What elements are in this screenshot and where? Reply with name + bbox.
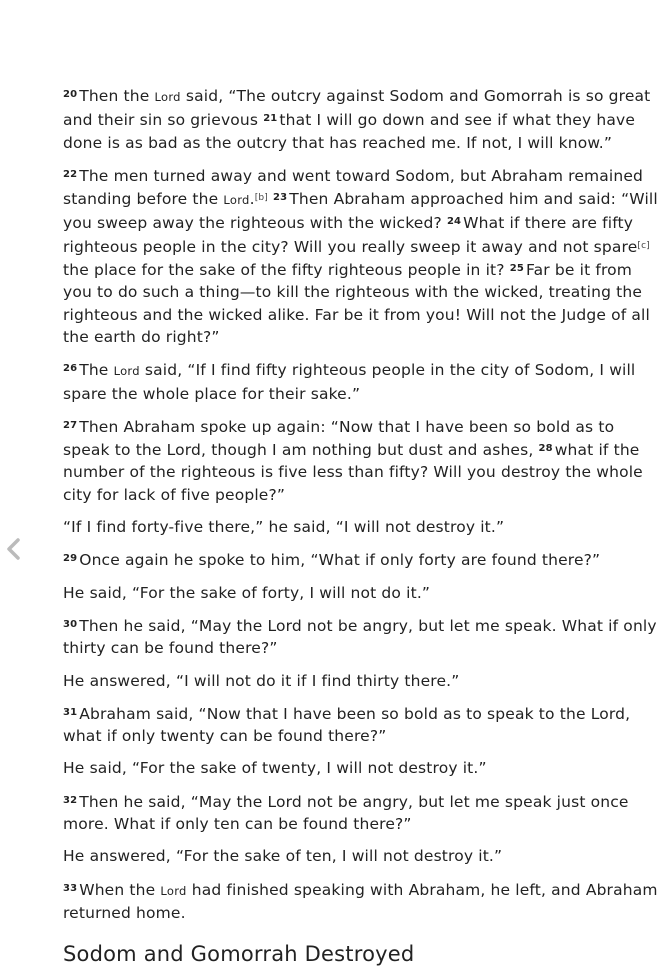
verse-text: said, “If I find fifty righteous people in the city of Sodom, I will spare the whole place for their sake.” [63, 361, 636, 403]
verse-number: 28 [538, 443, 553, 455]
verse-paragraph [63, 757, 663, 779]
chevron-left-icon[interactable] [4, 537, 24, 561]
verse-number: 31 [63, 706, 78, 718]
scripture-reader [63, 84, 663, 966]
verse-number: 29 [63, 553, 78, 565]
section-heading: Sodom and Gomorrah Destroyed [63, 942, 415, 967]
verse-number: 26 [63, 363, 78, 375]
verse-paragraph [63, 790, 663, 836]
verse-text: that I will go down and see if what they have done is as bad as the outcry that has reached me. If not, I will know.” [63, 111, 636, 152]
verse-number: 21 [263, 113, 278, 125]
divine-name: Lord [113, 364, 140, 379]
divine-name: Lord [154, 90, 181, 104]
verse-text: When the [79, 880, 161, 899]
verse-text: what if the number of the righteous is five less than fifty? Will you destroy the whole city for lack of five people?” [63, 441, 643, 504]
verse-text: said, “The outcry against Sodom and Gomorrah is so great and their sin so grievous [63, 87, 651, 130]
verse-text: Once again he spoke to him, “What if only forty are found there?” [79, 551, 601, 570]
divine-name: Lord [223, 193, 250, 208]
verse-paragraph [63, 84, 663, 154]
verse-text: Then Abraham approached him and said: “Will you sweep away the righteous with the wicked? [63, 190, 658, 233]
verse-paragraph [63, 164, 663, 348]
verse-text: Then he said, “May the Lord not be angry, but let me speak. What if only thirty can be found there?” [63, 616, 657, 658]
verse-paragraph [63, 702, 663, 748]
footnote-link[interactable]: [b] [254, 193, 268, 204]
verse-number: 25 [509, 263, 524, 275]
verse-text: He answered, “For the sake of ten, I will not destroy it.” [63, 847, 503, 866]
verse-text: the place for the sake of the fifty righteous people in it? [63, 261, 510, 280]
verse-paragraph [63, 878, 663, 925]
verse-text: . [249, 190, 255, 209]
verse-text: Far be it from you to do such a thing—to kill the righteous with the wicked, treating the righteous and the wicked alike. Far be it from you! Will not the Judge of all the earth do right?” [63, 261, 650, 346]
verse-paragraph [63, 670, 663, 692]
verse-number: 22 [63, 168, 78, 180]
verse-number: 27 [63, 419, 78, 431]
verse-paragraph [63, 548, 663, 571]
verse-paragraph [63, 516, 663, 538]
verse-text: What if there are fifty righteous people in the city? Will you really sweep it away and not spare [63, 214, 638, 256]
verse-number: 32 [63, 794, 78, 806]
divine-name: Lord [160, 883, 187, 898]
verse-paragraph [63, 582, 663, 604]
verse-paragraph [63, 614, 663, 660]
verse-number: 30 [63, 618, 78, 630]
verse-text: He said, “For the sake of forty, I will not do it.” [63, 583, 431, 602]
verse-number: 24 [446, 216, 462, 228]
footnote-link[interactable]: [c] [637, 240, 650, 251]
verse-text: The [79, 361, 114, 380]
verse-text: had finished speaking with Abraham, he left, and Abraham returned home. [63, 880, 658, 922]
verse-text: Abraham said, “Now that I have been so bold as to speak to the Lord, what if only twenty can be found there?” [63, 704, 631, 746]
verse-text: He answered, “I will not do it if I find thirty there.” [63, 671, 460, 690]
passage-text [63, 84, 663, 924]
verse-paragraph [63, 845, 663, 867]
verse-paragraph [63, 415, 663, 506]
verse-text: “If I find forty-five there,” he said, “I will not destroy it.” [63, 518, 505, 537]
verse-paragraph [63, 358, 663, 405]
verse-text: Then the [79, 87, 155, 105]
verse-text: Then Abraham spoke up again: “Now that I have been so bold as to speak to the Lord, though I am nothing but dust and ashes, [63, 417, 615, 460]
verse-number: 33 [63, 882, 78, 894]
verse-text: He said, “For the sake of twenty, I will not destroy it.” [63, 759, 487, 778]
verse-number: 20 [63, 89, 78, 100]
verse-text: Then he said, “May the Lord not be angry, but let me speak just once more. What if only ten can be found there?” [63, 792, 629, 834]
verse-text: The men turned away and went toward Sodom, but Abraham remained standing before the [63, 166, 644, 209]
verse-number: 23 [273, 192, 288, 204]
